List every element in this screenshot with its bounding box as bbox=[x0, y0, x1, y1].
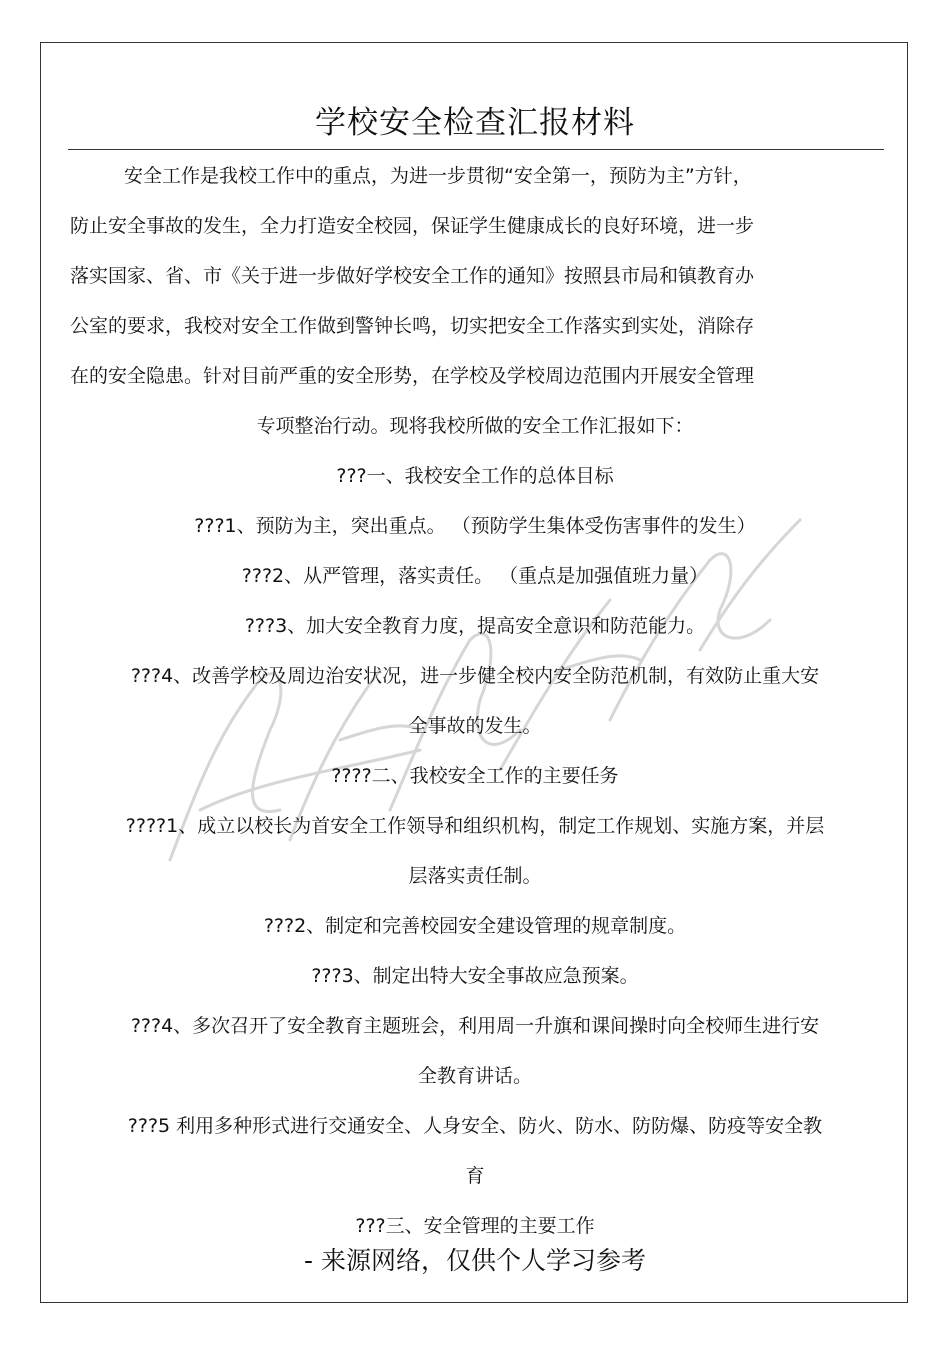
list-item: ???1、预防为主，突出重点。 （预防学生集体受伤害事件的发生） bbox=[194, 515, 756, 537]
section-heading: ????二、我校安全工作的主要任务 bbox=[331, 765, 619, 787]
list-item: ???2、从严管理，落实责任。 （重点是加强值班力量） bbox=[241, 565, 709, 587]
list-item-continuation: 全事故的发生。 bbox=[408, 715, 542, 737]
list-item: ???4、改善学校及周边治安状况，进一步健全校内安全防范机制，有效防止重大安 bbox=[130, 665, 820, 687]
list-item: ???5 利用多种形式进行交通安全、人身安全、防火、防水、防防爆、防疫等安全教 bbox=[127, 1115, 823, 1137]
list-item: ???4、多次召开了安全教育主题班会，利用周一升旗和课间操时向全校师生进行安 bbox=[130, 1015, 820, 1037]
list-item-continuation: 全教育讲话。 bbox=[417, 1065, 532, 1087]
list-item: ???3、制定出特大安全事故应急预案。 bbox=[311, 965, 639, 987]
paragraph-line: 落实国家、省、市《关于进一步做好学校安全工作的通知》按照县市局和镇教育办 bbox=[70, 265, 755, 287]
title-underline bbox=[68, 149, 884, 150]
list-item-continuation: 层落实责任制。 bbox=[408, 865, 542, 887]
paragraph-line: 防止安全事故的发生，全力打造安全校园，保证学生健康成长的良好环境，进一步 bbox=[70, 215, 755, 237]
section-heading: ???一、我校安全工作的总体目标 bbox=[336, 465, 614, 487]
document-title: 学校安全检查汇报材料 bbox=[315, 105, 635, 141]
section-heading: ???三、安全管理的主要工作 bbox=[355, 1215, 595, 1237]
list-item: ????1、成立以校长为首安全工作领导和组织机构，制定工作规划、实施方案，并层 bbox=[125, 815, 825, 837]
footer-note: - 来源网络，仅供个人学习参考 bbox=[304, 1246, 646, 1275]
paragraph-line: 专项整治行动。现将我校所做的安全工作汇报如下： bbox=[256, 415, 694, 437]
paragraph-line: 在的安全隐患。针对目前严重的安全形势，在学校及学校周边范围内开展安全管理 bbox=[70, 365, 755, 387]
paragraph-line: 安全工作是我校工作中的重点，为进一步贯彻“安全第一，预防为主”方针， bbox=[124, 165, 752, 187]
list-item: ???3、加大安全教育力度，提高安全意识和防范能力。 bbox=[244, 615, 706, 637]
list-item-continuation: 育 bbox=[465, 1165, 485, 1187]
paragraph-line: 公室的要求，我校对安全工作做到警钟长鸣，切实把安全工作落实到实处，消除存 bbox=[70, 315, 755, 337]
list-item: ???2、制定和完善校园安全建设管理的规章制度。 bbox=[263, 915, 687, 937]
